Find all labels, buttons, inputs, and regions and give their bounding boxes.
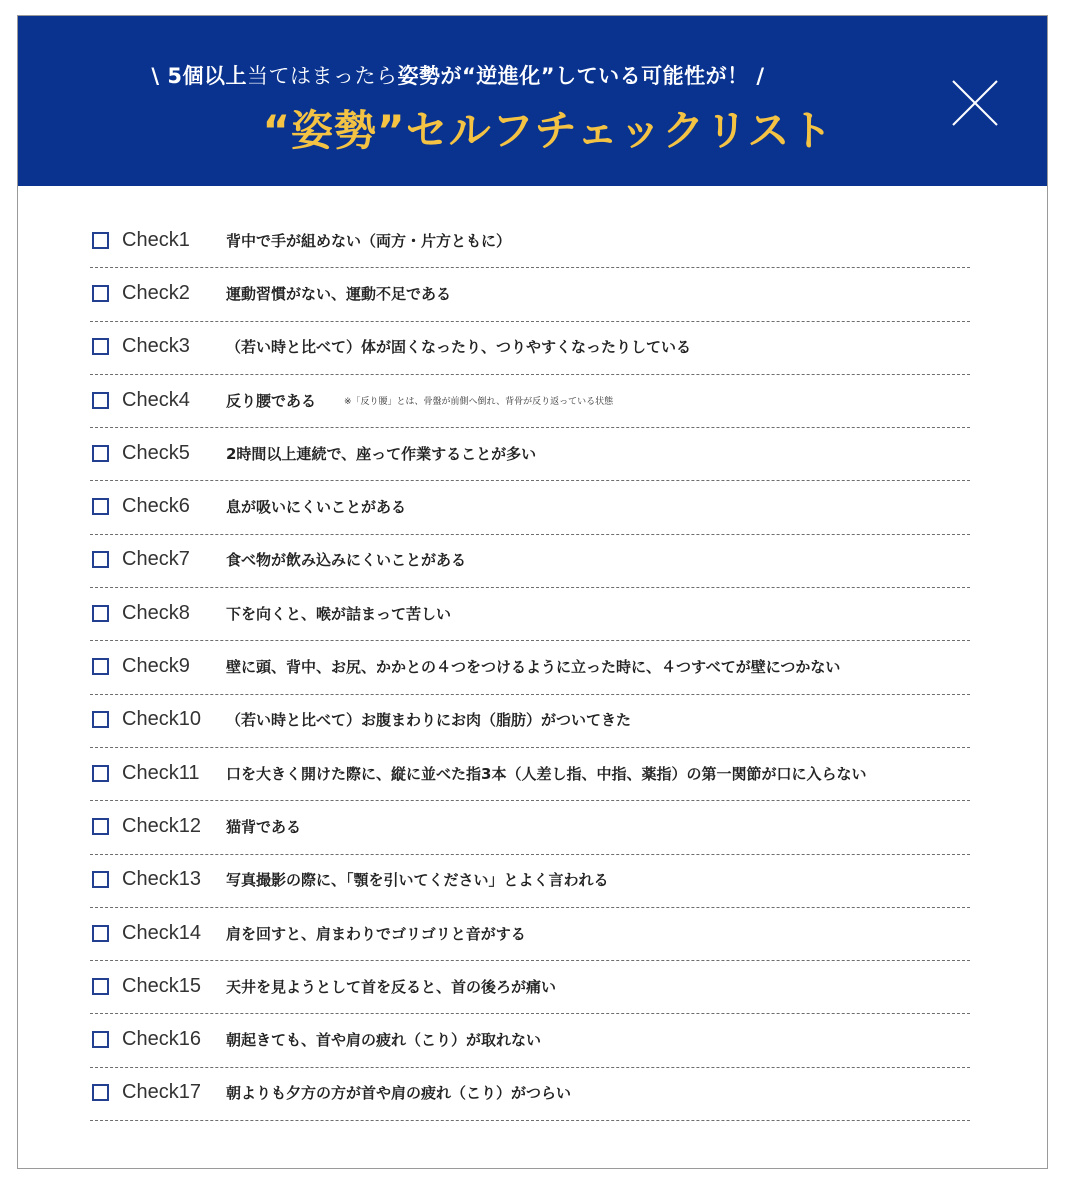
checklist-item (90, 641, 970, 694)
check-label: Check8 (122, 601, 190, 624)
check-text: 反り腰である (226, 391, 317, 410)
check-text: 2時間以上連続で、座って作業することが多い (226, 444, 537, 463)
close-button[interactable] (948, 76, 1002, 130)
check-label: Check7 (122, 548, 190, 571)
checkbox[interactable] (92, 605, 109, 622)
check-text: 壁に頭、背中、お尻、かかとの４つをつけるように立った時に、４つすべてが壁につかない (226, 658, 841, 677)
check-text: 写真撮影の際に、「顎を引いてください」とよく言われる (226, 871, 609, 890)
checkbox[interactable] (92, 711, 109, 728)
check-text: 運動習慣がない、運動不足である (226, 284, 452, 303)
check-label: Check14 (122, 921, 201, 944)
checklist-item (90, 375, 970, 428)
check-label: Check16 (122, 1028, 201, 1051)
checkbox[interactable] (92, 765, 109, 782)
checkbox[interactable] (92, 818, 109, 835)
check-note: ※「反り腰」とは、骨盤が前側へ倒れ、背骨が反り返っている状態 (344, 396, 614, 407)
checkbox[interactable] (92, 338, 109, 355)
checkbox[interactable] (92, 232, 109, 249)
check-label: Check15 (122, 974, 201, 997)
subtitle-warning: 姿勢が“逆進化”している可能性が！ (397, 64, 749, 88)
checklist-item (90, 588, 970, 641)
checkbox[interactable] (92, 871, 109, 888)
subtitle-condition: 当てはまったら (247, 64, 398, 88)
checklist-item (90, 1014, 970, 1067)
checklist-item (90, 268, 970, 321)
check-text: 天井を見ようとして首を反ると、首の後ろが痛い (226, 977, 557, 996)
checklist-item (90, 961, 970, 1014)
check-text: 朝起きても、首や肩の疲れ（こり）が取れない (226, 1031, 542, 1050)
checkbox[interactable] (92, 925, 109, 942)
check-label: Check3 (122, 335, 190, 358)
check-text: 肩を回すと、肩まわりでゴリゴリと音がする (226, 924, 526, 943)
checklist-modal (17, 15, 1048, 1169)
check-label: Check12 (122, 814, 201, 837)
page-title: “姿勢”セルフチェックリスト (262, 106, 834, 155)
checklist (90, 215, 970, 1121)
checkbox[interactable] (92, 658, 109, 675)
checkbox[interactable] (92, 285, 109, 302)
subtitle-count: 5個以上 (167, 64, 247, 88)
check-label: Check5 (122, 441, 190, 464)
checklist-item (90, 215, 970, 268)
checkbox[interactable] (92, 978, 109, 995)
check-label: Check10 (122, 708, 201, 731)
checklist-item (90, 322, 970, 375)
close-x-icon (948, 76, 1002, 130)
subtitle-open-slash: \ (151, 64, 168, 88)
check-text: 息が吸いにくいことがある (226, 498, 407, 517)
check-label: Check1 (122, 228, 190, 251)
checklist-item (90, 428, 970, 481)
checkbox[interactable] (92, 1031, 109, 1048)
check-text: 朝よりも夕方の方が首や肩の疲れ（こり）がつらい (226, 1084, 572, 1103)
check-text: 食べ物が飲み込みにくいことがある (226, 551, 467, 570)
checkbox[interactable] (92, 551, 109, 568)
check-text: 口を大きく開けた際に、縦に並べた指3本（人差し指、中指、薬指）の第一関節が口に入らない (226, 764, 867, 783)
checklist-item (90, 1068, 970, 1121)
checklist-item (90, 908, 970, 961)
check-text: 背中で手が組めない（両方・片方ともに） (226, 231, 512, 250)
checklist-item (90, 801, 970, 854)
header-subtitle (18, 60, 898, 90)
check-label: Check2 (122, 281, 190, 304)
checklist-item (90, 695, 970, 748)
checkbox[interactable] (92, 392, 109, 409)
check-text: 猫背である (226, 817, 302, 836)
check-label: Check4 (122, 388, 190, 411)
subtitle-close-slash: / (748, 64, 765, 88)
checkbox[interactable] (92, 498, 109, 515)
check-label: Check6 (122, 495, 190, 518)
check-label: Check13 (122, 868, 201, 891)
check-text: （若い時と比べて）体が固くなったり、つりやすくなったりしている (226, 338, 692, 357)
checklist-item (90, 855, 970, 908)
checklist-item (90, 748, 970, 801)
check-label: Check9 (122, 655, 190, 678)
checkbox[interactable] (92, 445, 109, 462)
check-label: Check11 (122, 761, 200, 784)
checklist-item (90, 535, 970, 588)
checklist-item (90, 481, 970, 534)
checkbox[interactable] (92, 1084, 109, 1101)
check-text: （若い時と比べて）お腹まわりにお肉（脂肪）がついてきた (226, 711, 632, 730)
modal-header (18, 16, 1047, 186)
check-label: Check17 (122, 1081, 201, 1104)
check-text: 下を向くと、喉が詰まって苦しい (226, 604, 452, 623)
